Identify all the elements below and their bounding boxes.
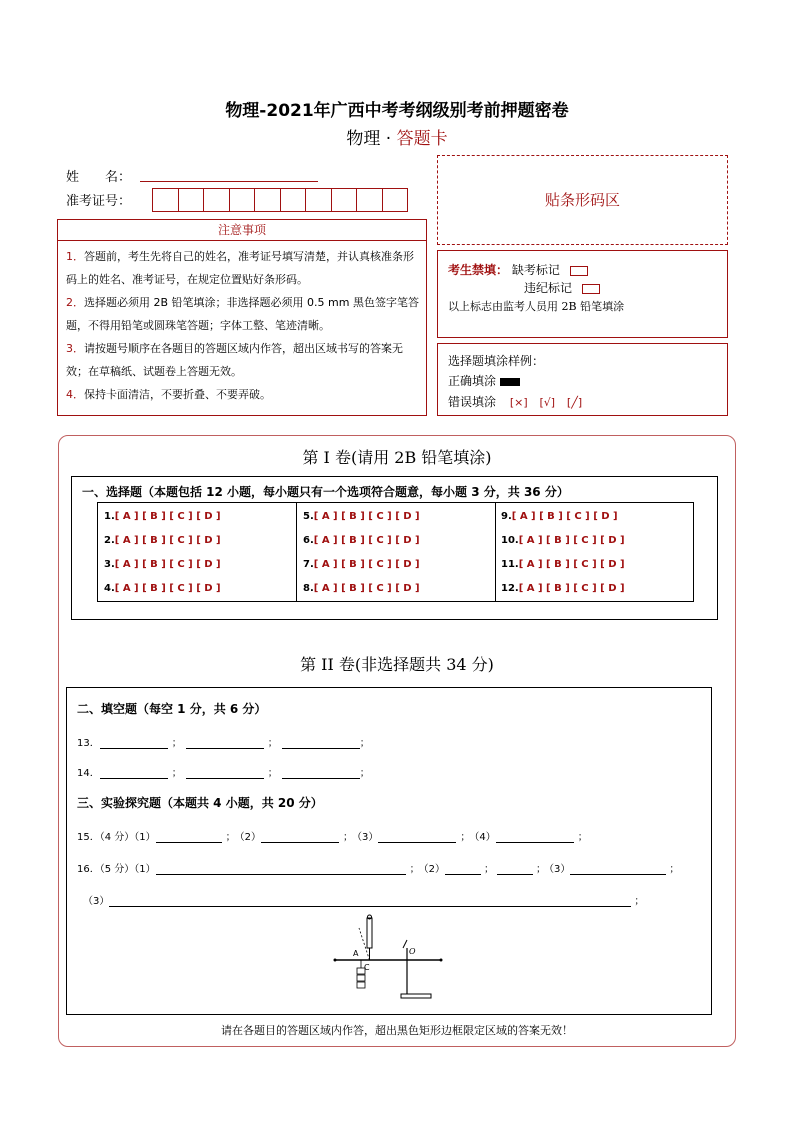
q13-row: 13． ； ； ；	[77, 738, 370, 749]
mc-question[interactable]: 8.[ A ] [ B ] [ C ] [ D ]	[303, 583, 420, 594]
mc-question[interactable]: 11.[ A ] [ B ] [ C ] [ D ]	[501, 559, 625, 570]
fill-title: 二、填空题（每空 1 分，共 6 分）	[77, 702, 267, 716]
card-subtitle	[0, 124, 794, 149]
correct-label: 正确填涂	[448, 374, 497, 388]
mc-question[interactable]: 7.[ A ] [ B ] [ C ] [ D ]	[303, 559, 420, 570]
answer-blank[interactable]	[282, 736, 360, 749]
notice-item: 1．答题前，考生先将自己的姓名，准考证号填写清楚，并认真核准条形码上的姓名、准考证号，在规定位置贴好条形码。	[66, 250, 414, 286]
notice-item: 3．请按题号顺序在各题目的答题区域内作答，超出区域书写的答案无效；在草稿纸、试题卷上答题无效。	[66, 342, 403, 378]
mc-question[interactable]: 9.[ A ] [ B ] [ C ] [ D ]	[501, 511, 618, 522]
mc-section-title: 一、选择题（本题包括 12 小题，每小题只有一个选项符合题意，每小题 3 分，共 36 分）	[82, 485, 569, 499]
mc-question[interactable]: 6.[ A ] [ B ] [ C ] [ D ]	[303, 535, 420, 546]
answer-blank[interactable]	[570, 862, 666, 875]
part2-title: 第 II 卷(非选择题共 34 分)	[300, 655, 494, 674]
sample-title: 选择题填涂样例：	[448, 354, 545, 368]
notice-title	[57, 219, 427, 241]
mc-question[interactable]: 4.[ A ] [ B ] [ C ] [ D ]	[104, 583, 221, 594]
subtitle-prefix: 物理 ·	[346, 129, 397, 149]
page-title: 物理-2021年广西中考考纲级别考前押题密卷	[225, 101, 569, 121]
wrong-label: 错误填涂	[448, 395, 497, 409]
answer-blank[interactable]	[282, 766, 360, 779]
id-boxes[interactable]	[152, 188, 422, 214]
id-box[interactable]	[280, 188, 307, 212]
q16b-row: （3） ；	[83, 896, 645, 907]
notice-item: 2．选择题必须用 2B 铅笔填涂；非选择题必须用 0.5 mm 黑色签字笔答题，不得用铅笔或圆珠笔答题；字体工整、笔迹清晰。	[66, 296, 419, 332]
footer-note: 请在各题目的答题区域内作答，超出黑色矩形边框限定区域的答案无效！	[221, 1024, 573, 1037]
wrong-mark: [╱]	[566, 396, 583, 409]
id-box[interactable]	[178, 188, 205, 212]
mc-section	[71, 476, 718, 620]
free-response-section	[66, 687, 712, 1015]
notice-item: 4．保持卡面清洁，不要折叠、不要弄破。	[66, 388, 271, 401]
wrong-mark: [×]	[509, 396, 528, 409]
answer-blank[interactable]	[186, 766, 264, 779]
name-field[interactable]	[140, 180, 318, 182]
q16-row: 16．（5 分）（1） ； （2） ； ； （3） ；	[77, 864, 680, 875]
answer-blank[interactable]	[445, 862, 481, 875]
q14-row: 14． ； ； ；	[77, 768, 370, 779]
wrong-mark: [√]	[539, 396, 556, 409]
mc-question[interactable]: 3.[ A ] [ B ] [ C ] [ D ]	[104, 559, 221, 570]
answer-blank[interactable]	[261, 830, 339, 843]
mc-question[interactable]: 10.[ A ] [ B ] [ C ] [ D ]	[501, 535, 625, 546]
answer-blank[interactable]	[156, 862, 406, 875]
fig-label-c: C	[364, 963, 370, 972]
id-box[interactable]	[305, 188, 332, 212]
violation-label: 违纪标记	[524, 281, 573, 295]
mc-question[interactable]: 2.[ A ] [ B ] [ C ] [ D ]	[104, 535, 221, 546]
answer-blank[interactable]	[186, 736, 264, 749]
id-box[interactable]	[356, 188, 383, 212]
id-box[interactable]	[382, 188, 409, 212]
id-label: 准考证号：	[66, 194, 132, 209]
forbidden-box	[437, 250, 728, 338]
violation-mark[interactable]	[582, 284, 600, 294]
mc-grid	[97, 502, 694, 602]
barcode-area	[437, 155, 728, 245]
answer-blank[interactable]	[109, 894, 631, 907]
barcode-label: 贴条形码区	[544, 191, 620, 209]
answer-blank[interactable]	[378, 830, 456, 843]
name-label: 姓 名：	[66, 170, 132, 185]
filled-sample	[500, 378, 520, 386]
subtitle-card: 答题卡	[396, 129, 448, 149]
notice-title-text: 注意事项	[217, 223, 266, 237]
answer-blank[interactable]	[100, 736, 168, 749]
mc-question[interactable]: 12.[ A ] [ B ] [ C ] [ D ]	[501, 583, 625, 594]
answer-blank[interactable]	[100, 766, 168, 779]
absent-label: 缺考标记	[511, 263, 560, 277]
notice-box	[57, 240, 427, 416]
answer-blank[interactable]	[496, 830, 574, 843]
mc-question[interactable]: 1.[ A ] [ B ] [ C ] [ D ]	[104, 511, 221, 522]
fig-label-a: A	[353, 949, 359, 958]
exp-title: 三、实验探究题（本题共 4 小题，共 20 分）	[77, 796, 323, 810]
part1-title: 第 I 卷(请用 2B 铅笔填涂)	[302, 448, 492, 467]
id-box[interactable]	[254, 188, 281, 212]
sample-box	[437, 343, 728, 416]
id-box[interactable]	[203, 188, 230, 212]
id-box[interactable]	[331, 188, 358, 212]
q15-row: 15．（4 分）（1） ； （2） ； （3） ； （4） ；	[77, 832, 588, 843]
id-box[interactable]	[229, 188, 256, 212]
absent-mark[interactable]	[570, 266, 588, 276]
forbidden-note: 以上标志由监考人员用 2B 铅笔填涂	[448, 300, 625, 313]
id-box[interactable]	[152, 188, 179, 212]
answer-blank[interactable]	[156, 830, 222, 843]
mc-question[interactable]: 5.[ A ] [ B ] [ C ] [ D ]	[303, 511, 420, 522]
lever-figure	[331, 914, 451, 1004]
fig-label-o: O	[409, 947, 416, 956]
answer-blank[interactable]	[497, 862, 533, 875]
forbidden-label: 考生禁填：	[448, 263, 509, 277]
